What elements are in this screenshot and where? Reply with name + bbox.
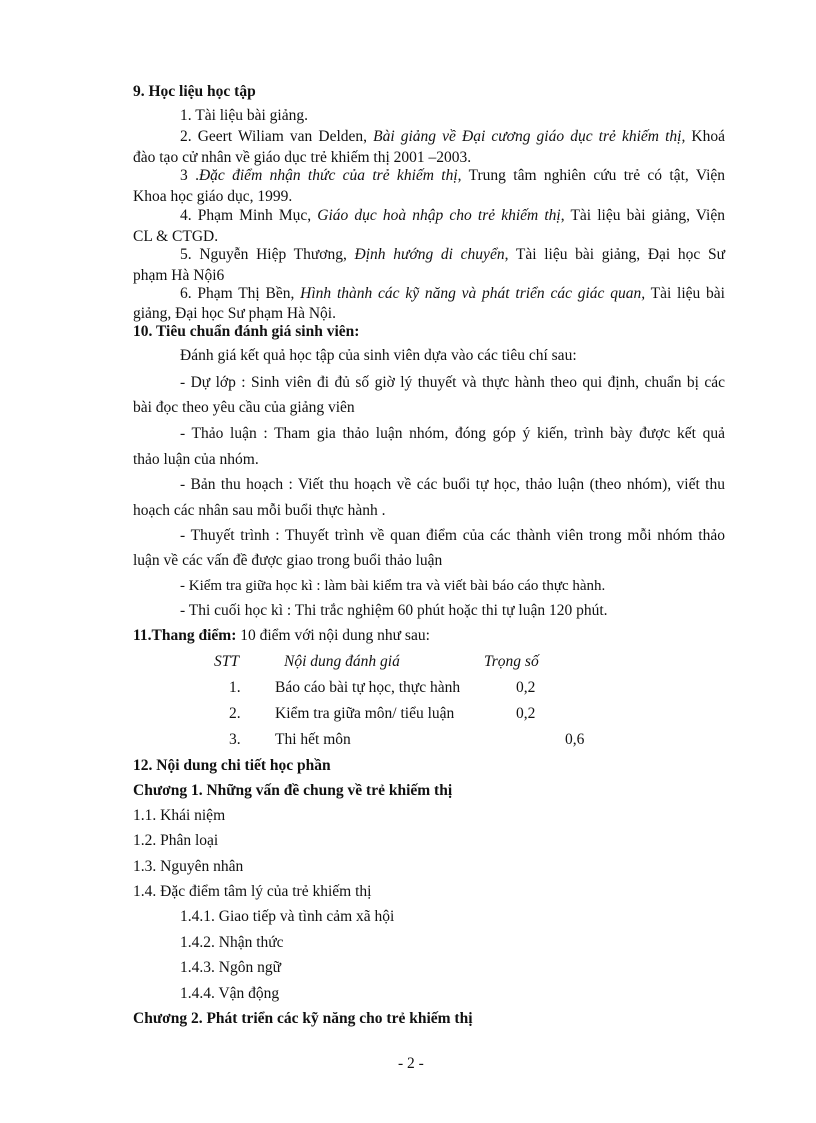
- criteria-presentation: - Thuyết trình : Thuyết trình về quan điểm của các thành viên trong mỗi nhóm thảo: [180, 527, 725, 544]
- table-row-3-stt: 3.: [229, 731, 241, 748]
- reference-5: 5. Nguyễn Hiệp Thương, Định hướng di chuyển, Tài liệu bài giảng, Đại học Sư: [180, 246, 725, 263]
- reference-2: 2. Geert Wiliam van Delden, Bài giảng về Đại cương giáo dục trẻ khiếm thị, Khoá: [180, 128, 725, 145]
- criteria-report-cont: hoạch các nhân sau mỗi buổi thực hành .: [133, 502, 386, 519]
- chapter-1-item-1: 1.1. Khái niệm: [133, 807, 226, 824]
- criteria-discussion: - Thảo luận : Tham gia thảo luận nhóm, đóng góp ý kiến, trình bày được kết quả: [180, 425, 725, 442]
- reference-3-cont: Khoa học giáo dục, 1999.: [133, 188, 293, 205]
- criteria-presentation-cont: luận về các vấn đề được giao trong buổi thảo luận: [133, 552, 443, 569]
- criteria-attendance: - Dự lớp : Sinh viên đi đủ số giờ lý thuyết và thực hành theo qui định, chuẩn bị các: [180, 374, 725, 391]
- table-row-2-weight: 0,2: [516, 705, 536, 722]
- table-header-content: Nội dung đánh giá: [284, 653, 400, 670]
- chapter-1-item-2: 1.2. Phân loại: [133, 832, 219, 849]
- criteria-midterm: - Kiểm tra giữa học kì : làm bài kiểm tra và viết bài báo cáo thực hành.: [180, 578, 606, 594]
- reference-1: 1. Tài liệu bài giảng.: [180, 107, 308, 124]
- table-header-weight: Trọng số: [484, 653, 539, 670]
- table-row-2-content: Kiểm tra giữa môn/ tiểu luận: [275, 705, 455, 722]
- criteria-intro: Đánh giá kết quả học tập của sinh viên dựa vào các tiêu chí sau:: [180, 347, 577, 364]
- chapter-1-item-4: 1.4. Đặc điểm tâm lý của trẻ khiếm thị: [133, 883, 372, 900]
- reference-6: 6. Phạm Thị Bền, Hình thành các kỹ năng và phát triển các giác quan, Tài liệu bài: [180, 285, 725, 302]
- criteria-attendance-cont: bài đọc theo yêu cầu của giảng viên: [133, 399, 355, 416]
- chapter-1-sub-2: 1.4.2. Nhận thức: [180, 934, 284, 951]
- section-9-title: 9. Học liệu học tập: [133, 83, 256, 100]
- criteria-final: - Thi cuối học kì : Thi trắc nghiệm 60 phút hoặc thi tự luận 120 phút.: [180, 602, 608, 619]
- reference-3: 3 .Đặc điểm nhận thức của trẻ khiếm thị, Trung tâm nghiên cứu trẻ có tật, Viện: [180, 167, 726, 184]
- criteria-discussion-cont: thảo luận của nhóm.: [133, 451, 259, 468]
- section-12-title: 12. Nội dung chi tiết học phần: [133, 757, 331, 774]
- reference-5-cont: phạm Hà Nội6: [133, 267, 225, 284]
- chapter-1-sub-4: 1.4.4. Vận động: [180, 985, 280, 1002]
- reference-2-cont: đào tạo cử nhân về giáo dục trẻ khiếm thị 2001 –2003.: [133, 149, 472, 166]
- table-row-1-weight: 0,2: [516, 679, 536, 696]
- table-row-1-content: Báo cáo bài tự học, thực hành: [275, 679, 461, 696]
- table-header-stt: STT: [214, 653, 239, 670]
- reference-4: 4. Phạm Minh Mục, Giáo dục hoà nhập cho trẻ khiếm thị, Tài liệu bài giảng, Viện: [180, 207, 725, 224]
- table-row-2-stt: 2.: [229, 705, 241, 722]
- section-10-title: 10. Tiêu chuẩn đánh giá sinh viên:: [133, 323, 360, 340]
- criteria-report: - Bản thu hoạch : Viết thu hoạch về các buổi tự học, thảo luận (theo nhóm), viết thu: [180, 476, 725, 493]
- chapter-1-item-3: 1.3. Nguyên nhân: [133, 858, 244, 875]
- chapter-1-sub-3: 1.4.3. Ngôn ngữ: [180, 959, 281, 976]
- chapter-2-title: Chương 2. Phát triển các kỹ năng cho trẻ khiếm thị: [133, 1010, 473, 1027]
- chapter-1-title: Chương 1. Những vấn đề chung về trẻ khiếm thị: [133, 782, 453, 799]
- reference-4-cont: CL & CTGD.: [133, 228, 219, 245]
- reference-6-cont: giảng, Đại học Sư phạm Hà Nội.: [133, 305, 336, 322]
- table-row-3-weight: 0,6: [565, 731, 585, 748]
- section-11-title: 11.Thang điểm: 10 điểm với nội dung như sau:: [133, 627, 430, 644]
- table-row-1-stt: 1.: [229, 679, 241, 696]
- table-row-3-content: Thi hết môn: [275, 731, 351, 748]
- chapter-1-sub-1: 1.4.1. Giao tiếp và tình cảm xã hội: [180, 908, 395, 925]
- page-number: - 2 -: [398, 1055, 424, 1072]
